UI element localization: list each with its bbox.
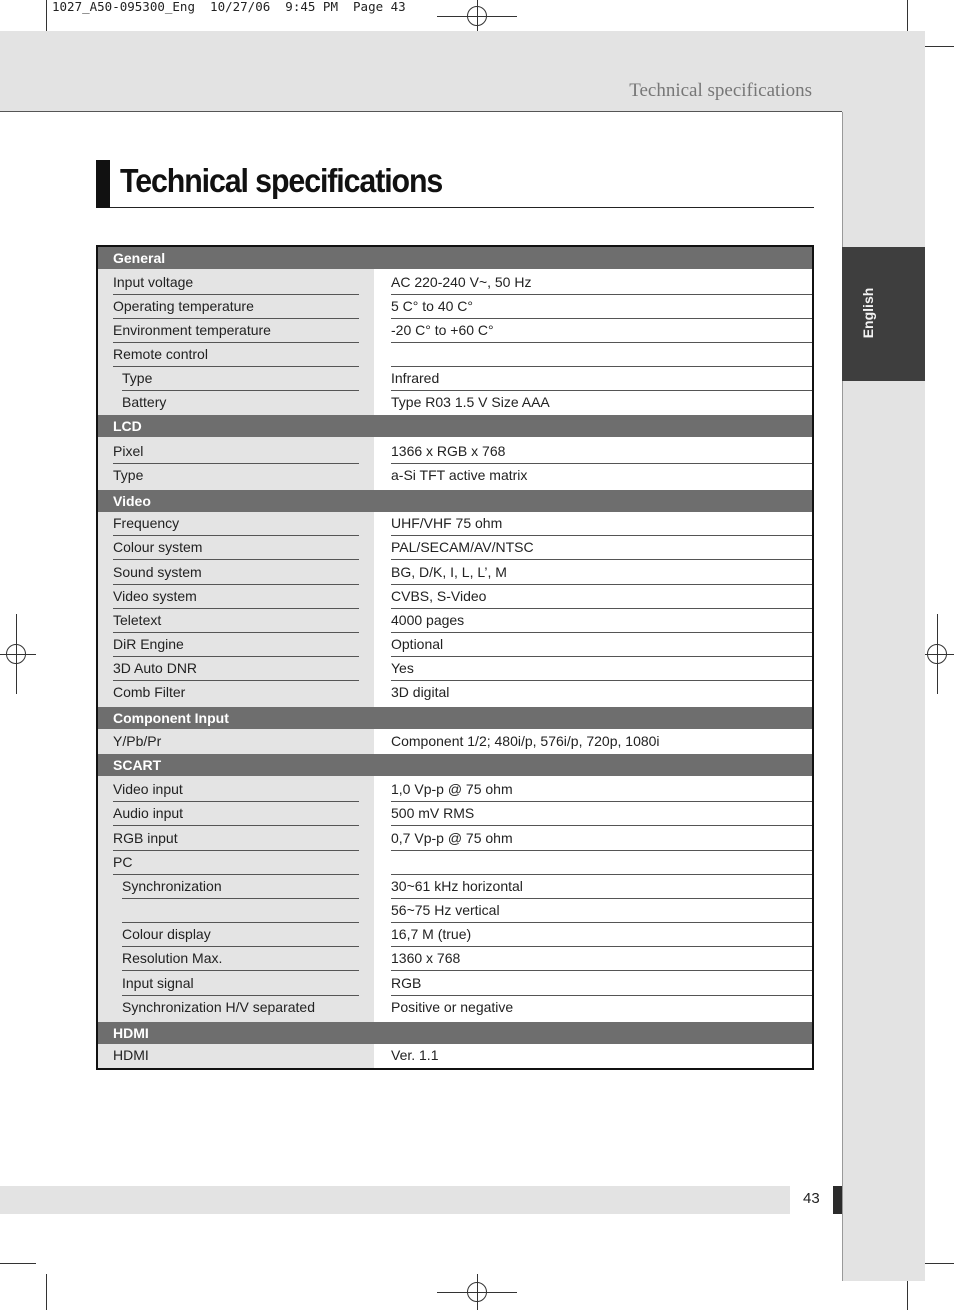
section-label: Video [113, 493, 151, 509]
title-accent-bar [96, 160, 110, 208]
spec-row-label: Colour display [122, 923, 359, 947]
spec-row-value: CVBS, S-Video [391, 585, 812, 609]
spec-row-label: Teletext [113, 609, 359, 633]
spec-row-label: Sound system [113, 561, 359, 585]
spec-row-label: Input voltage [113, 271, 359, 295]
section-label: SCART [113, 757, 162, 773]
spec-row-label: Battery [122, 394, 167, 410]
section-header-lcd [98, 415, 812, 437]
spec-row-value: RGB [391, 972, 812, 996]
spec-row-label: HDMI [113, 1047, 149, 1063]
spec-row-value: Infrared [391, 367, 812, 391]
section-header-video [98, 490, 812, 512]
spec-row-label [122, 899, 359, 923]
spec-row-value: Optional [391, 633, 812, 657]
spec-row-value [391, 851, 812, 875]
title-underline [110, 207, 814, 208]
spec-row-label: Input signal [122, 972, 359, 996]
spec-row-label: Operating temperature [113, 295, 359, 319]
spec-row-value: UHF/VHF 75 ohm [391, 512, 812, 536]
spec-row-value: -20 C° to +60 C° [391, 319, 812, 343]
section-header-general [98, 247, 812, 269]
page-number: 43 [803, 1190, 820, 1207]
spec-row-label: Pixel [113, 440, 359, 464]
section-label: Component Input [113, 710, 229, 726]
spec-row-value: PAL/SECAM/AV/NTSC [391, 536, 812, 560]
spec-row-label: Remote control [113, 343, 359, 367]
right-margin-strip [842, 31, 925, 1281]
spec-row-value: Ver. 1.1 [391, 1047, 439, 1063]
spec-row-label: Type [113, 467, 144, 483]
spec-row-label: Video input [113, 778, 359, 802]
spec-row-value: BG, D/K, I, L, L’, M [391, 561, 812, 585]
spec-row-label: Resolution Max. [122, 947, 359, 971]
spec-row-value: 1360 x 768 [391, 947, 812, 971]
section-label: General [113, 250, 166, 266]
spec-row-label: 3D Auto DNR [113, 657, 359, 681]
spec-row-label: Comb Filter [113, 684, 186, 700]
spec-row-label: Environment temperature [113, 319, 359, 343]
spec-row-label: Frequency [113, 512, 359, 536]
section-label: LCD [113, 418, 142, 434]
spec-row-value: 1366 x RGB x 768 [391, 440, 812, 464]
spec-row-label: Synchronization H/V separated [122, 999, 315, 1015]
spec-row-label: Audio input [113, 802, 359, 826]
spec-row-value: 1,0 Vp-p @ 75 ohm [391, 778, 812, 802]
spec-row-value: Component 1/2; 480i/p, 576i/p, 720p, 1080i [391, 733, 660, 749]
section-header-scart [98, 754, 812, 776]
spec-row-value: a-Si TFT active matrix [391, 467, 528, 483]
spec-row-value: 16,7 M (true) [391, 923, 812, 947]
spec-row-value [391, 343, 812, 367]
spec-row-value: 56~75 Hz vertical [391, 899, 812, 923]
print-slug: 1027_A50-095300_Eng 10/27/06 9:45 PM Page 43 [52, 0, 406, 14]
page-number-marker [833, 1186, 842, 1214]
spec-row-label: Y/Pb/Pr [113, 733, 162, 749]
page-title: Technical specifications [120, 162, 443, 199]
spec-row-label: DiR Engine [113, 633, 359, 657]
spec-row-value: Yes [391, 657, 812, 681]
spec-row-label: Synchronization [122, 875, 359, 899]
section-label: HDMI [113, 1025, 149, 1041]
language-tab-label: English [860, 287, 876, 339]
spec-row-label: Type [122, 367, 359, 391]
spec-row-value: Type R03 1.5 V Size AAA [391, 394, 550, 410]
spec-table [96, 245, 814, 1070]
spec-row-value: AC 220-240 V~, 50 Hz [391, 271, 812, 295]
spec-row-value: 0,7 Vp-p @ 75 ohm [391, 827, 812, 851]
spec-row-label: RGB input [113, 827, 359, 851]
spec-row-value: Positive or negative [391, 999, 514, 1015]
spec-row-value: 30~61 kHz horizontal [391, 875, 812, 899]
running-header-title: Technical specifications [629, 80, 812, 101]
spec-row-label: Colour system [113, 536, 359, 560]
spec-row-value: 4000 pages [391, 609, 812, 633]
spec-row-label: Video system [113, 585, 359, 609]
section-header-component-input [98, 707, 812, 729]
spec-row-label: PC [113, 851, 359, 875]
section-header-hdmi [98, 1022, 812, 1044]
spec-row-value: 5 C° to 40 C° [391, 295, 812, 319]
footer-band [0, 1186, 790, 1214]
spec-row-value: 3D digital [391, 684, 450, 700]
spec-row-value: 500 mV RMS [391, 802, 812, 826]
